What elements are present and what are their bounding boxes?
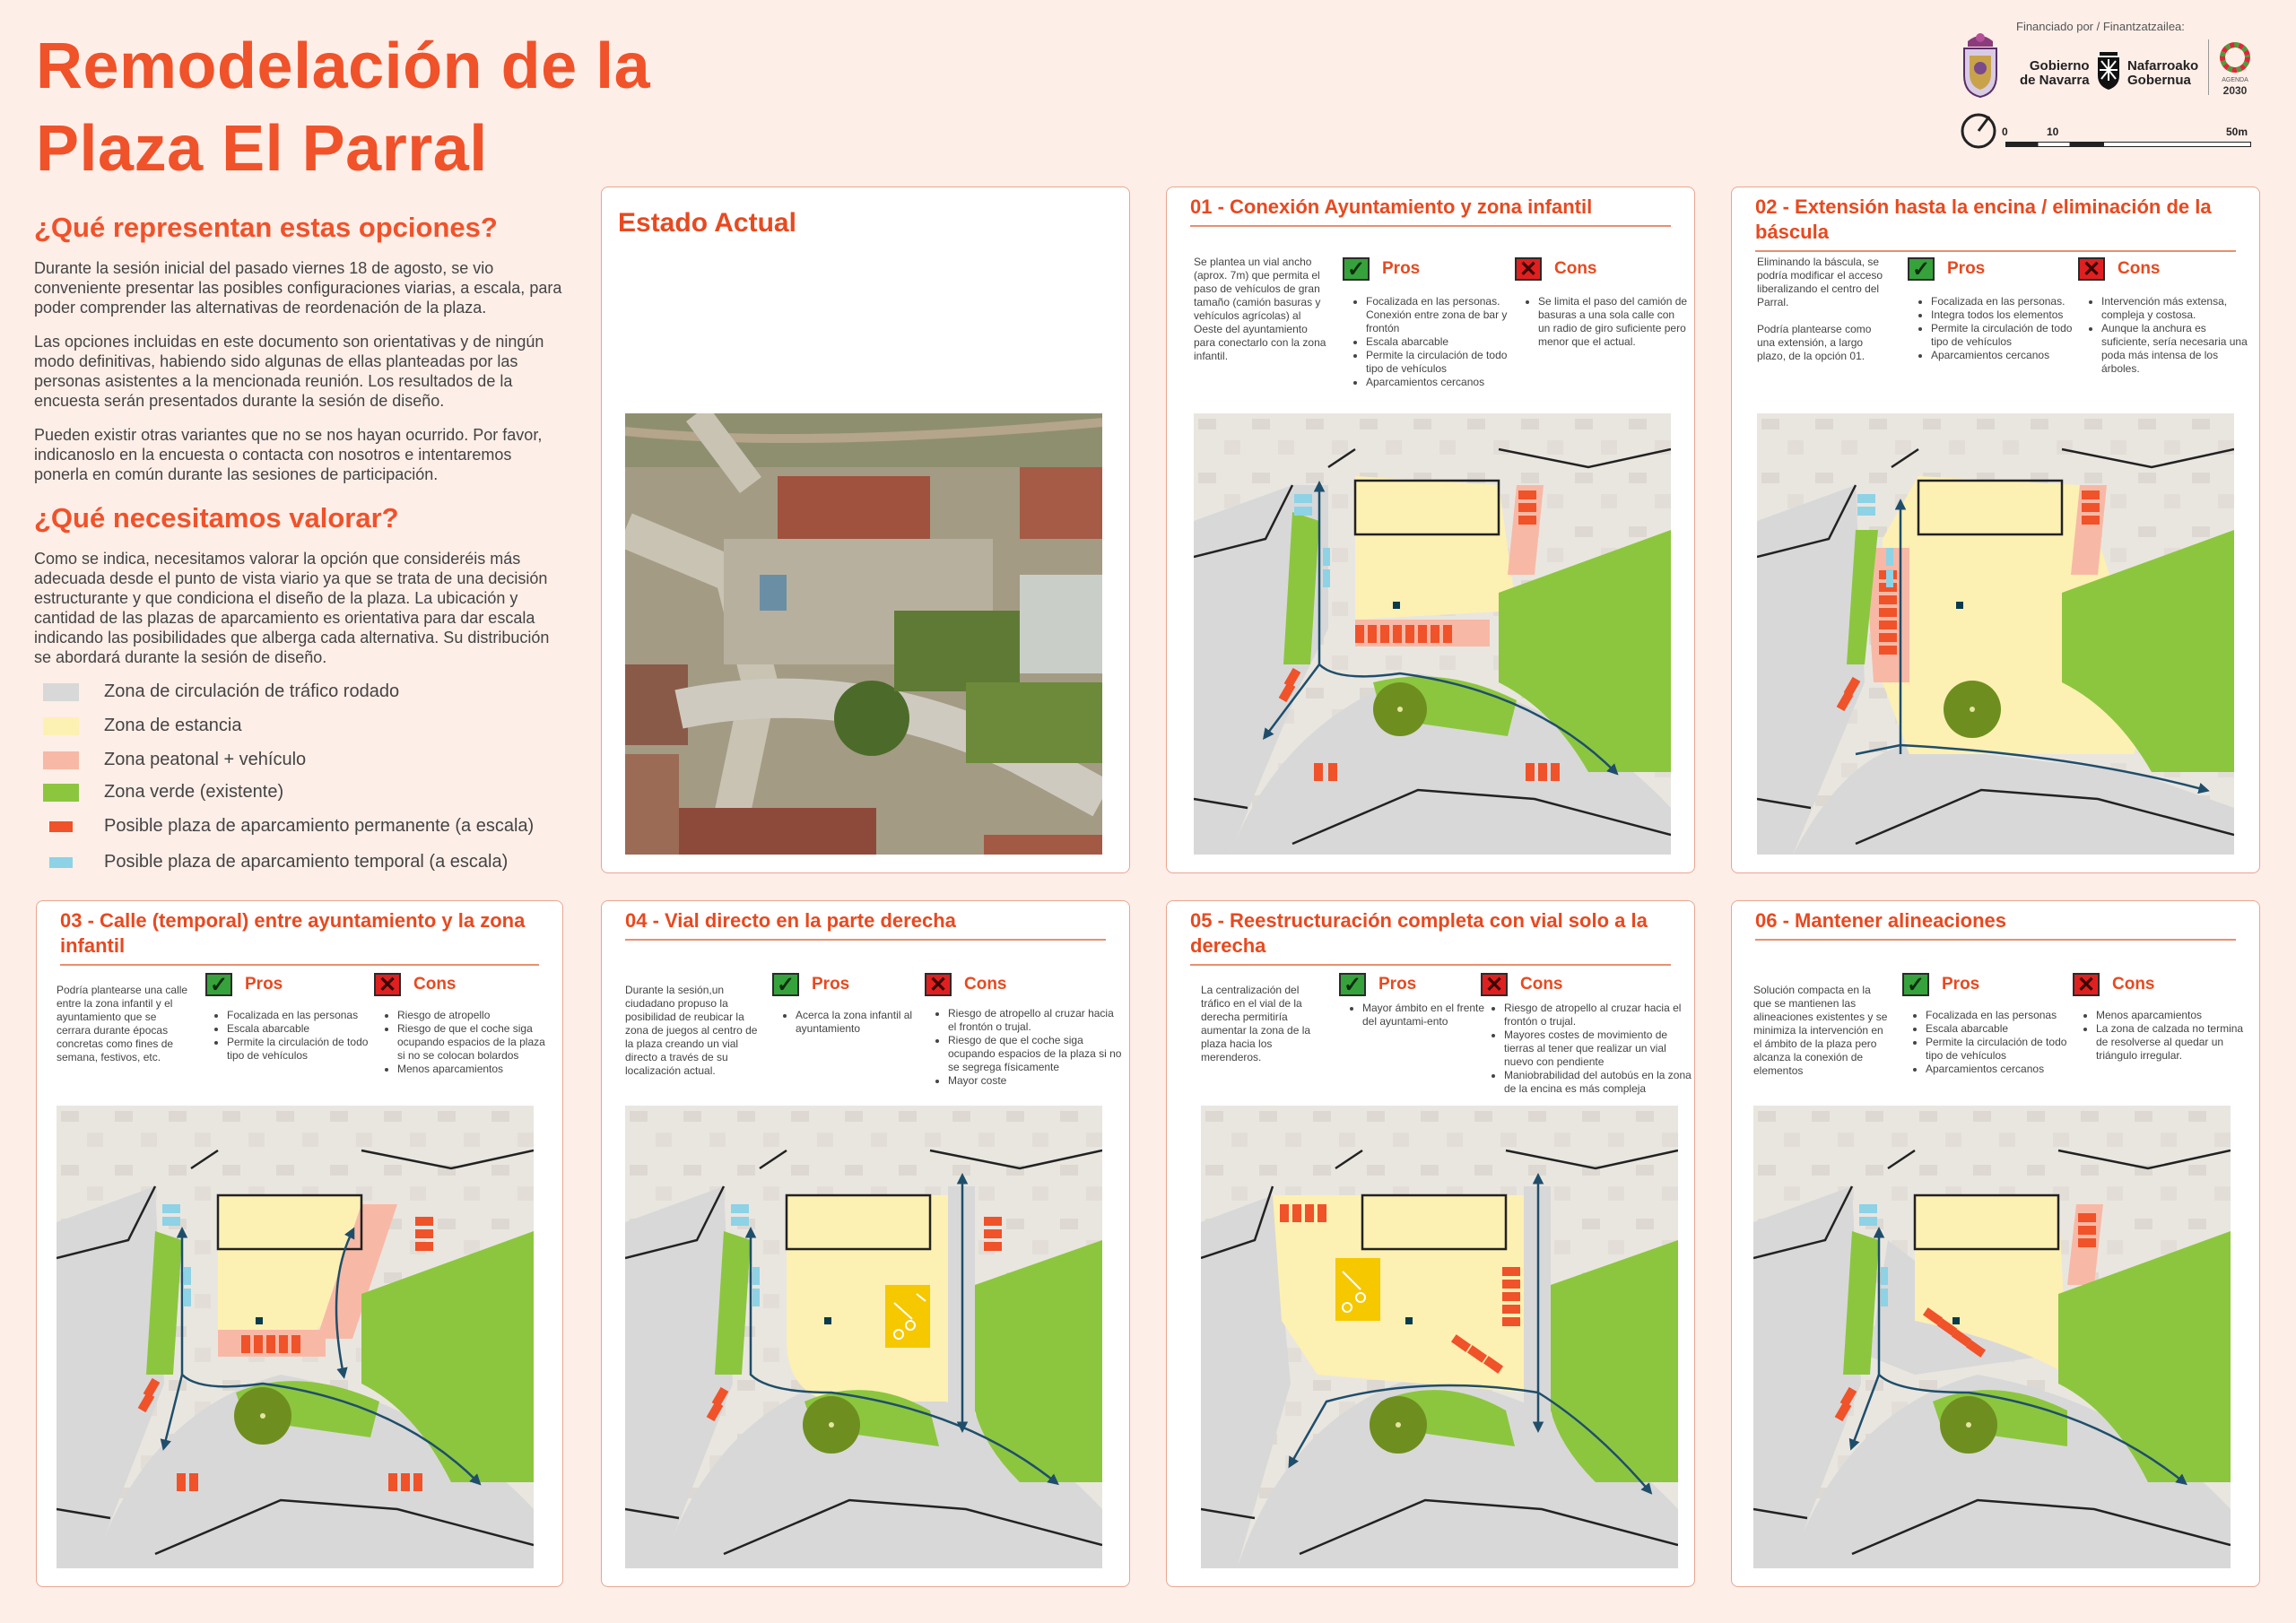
valorar-heading: ¿Qué necesitamos valorar?	[34, 502, 399, 534]
cons-item: • Aunque la anchura es suficiente, sería necesaria una poda más intensa de los árboles.	[2101, 322, 2256, 376]
nafarroa-line2: Gobernua	[2127, 73, 2191, 88]
cons-list	[378, 1009, 548, 1076]
pros-item: • Mayor ámbito en el frente del ayuntami-ento	[1362, 1002, 1488, 1028]
pros-header	[1339, 973, 1416, 996]
north-arrow-icon	[1959, 109, 2002, 152]
title-line-2: Plaza El Parral	[36, 113, 488, 185]
panel-title: 05 - Reestructuración completa con vial solo a la derecha	[1190, 908, 1671, 966]
cons-item: • Intervención más extensa, compleja y costosa.	[2101, 295, 2256, 322]
legend-swatch	[49, 821, 73, 832]
cons-item: • Maniobrabilidad del autobús en la zona de la encina es más compleja	[1504, 1069, 1692, 1096]
legend-item-aparcamiento-permanente	[43, 816, 534, 837]
legend-label: Zona verde (existente)	[104, 782, 284, 802]
cons-list	[2076, 1009, 2248, 1063]
cons-list	[928, 1007, 1124, 1088]
intro-heading: ¿Qué representan estas opciones?	[34, 212, 498, 243]
panel-title: 04 - Vial directo en la parte derecha	[625, 908, 1106, 941]
gobierno-line1: Gobierno	[2029, 58, 2090, 74]
coat-of-arms-icon	[1961, 29, 2000, 100]
check-icon: ✓	[1343, 257, 1370, 281]
cons-list	[2082, 295, 2256, 376]
legend-label: Zona peatonal + vehículo	[104, 750, 307, 769]
cons-item: • Mayores costes de movimiento de tierras al tener que realizar un vial nuevo con pendiente	[1504, 1028, 1692, 1069]
pros-item: • Escala abarcable	[227, 1022, 376, 1036]
scale-0: 0	[2002, 126, 2008, 138]
pros-label: Pros	[1942, 975, 1980, 994]
legend-item-estancia	[43, 716, 241, 736]
legend-swatch	[43, 717, 79, 735]
panel-option-01	[1166, 187, 1695, 873]
cons-header	[1515, 257, 1597, 281]
cons-header	[374, 973, 457, 996]
nafarroako-gobernua-logo	[2127, 59, 2198, 88]
gobierno-line2: de Navarra	[2020, 73, 2090, 88]
panel-estado-actual	[601, 187, 1130, 873]
cons-item: • Riesgo de atropello al cruzar hacia el frontón o trujal.	[948, 1007, 1124, 1034]
panel-title: 02 - Extensión hasta la encina / eliminación de la báscula	[1755, 195, 2236, 252]
cons-item: • La zona de calzada no termina de resolverse al quedar un triángulo irregular.	[2096, 1022, 2248, 1063]
gobierno-navarra-logo	[2020, 59, 2090, 88]
option-description: Durante la sesión,un ciudadano propuso la posibilidad de reubicar la zona de juegos al centro de la plaza creando un vial directo a través de su localización actual.	[625, 984, 758, 1077]
agenda-label: AGENDA	[2222, 77, 2248, 83]
option-description: Eliminando la báscula, se podría modificar el acceso liberalizando el centro del Parral. Podría plantearse como una extensión, a largo plazo, de la opción 01.	[1757, 256, 1883, 362]
panel-title: Estado Actual	[618, 208, 796, 238]
pros-label: Pros	[1382, 259, 1421, 278]
option-map	[1757, 413, 2234, 855]
agenda-year: 2030	[2222, 84, 2248, 97]
panel-option-02	[1731, 187, 2260, 873]
legend-label: Zona de estancia	[104, 716, 242, 735]
option-description: Solución compacta en la que se mantienen las alineaciones existentes y se minimiza la intervención en el ámbito de la plaza pero alcanza la conexión de elementos	[1753, 984, 1888, 1077]
pros-item: • Aparcamientos cercanos	[1926, 1063, 2074, 1076]
pros-header	[1343, 257, 1420, 281]
option-map	[1753, 1106, 2231, 1568]
cons-item: • Riesgo de atropello al cruzar hacia el frontón o trujal.	[1504, 1002, 1692, 1028]
cons-label: Cons	[964, 975, 1007, 994]
pros-item: • Permite la circulación de todo tipo de vehículos	[1366, 349, 1509, 376]
cross-icon: ✕	[374, 973, 401, 996]
pros-header	[772, 973, 849, 996]
pros-item: • Aparcamientos cercanos	[1366, 376, 1509, 389]
page-title	[36, 25, 650, 190]
intro-paragraph-3: Pueden existir otras variantes que no se nos hayan ocurrido. Por favor, indicanoslo en la encuesta o contacta con nosotros e intentaremos ponerla en común durante las sesiones de participación.	[34, 426, 543, 483]
cons-header	[1481, 973, 1563, 996]
option-map	[1201, 1106, 1678, 1568]
pros-item: • Acerca la zona infantil al ayuntamiento	[796, 1009, 930, 1036]
navarra-crest-icon	[2095, 48, 2122, 91]
option-description: Podría plantearse una calle entre la zona infantil y el ayuntamiento que se cerrara durante épocas concretas como fines de semana, festivos, etc.	[57, 984, 188, 1063]
cross-icon: ✕	[2078, 257, 2105, 281]
check-icon: ✓	[1339, 973, 1366, 996]
cross-icon: ✕	[925, 973, 952, 996]
cons-label: Cons	[2112, 975, 2155, 994]
legend-label: Zona de circulación de tráfico rodado	[104, 681, 400, 701]
intro-paragraph-2: Las opciones incluidas en este documento son orientativas y de ningún modo definitivas, habiendo sido algunas de ellas planteadas por las personas asistentes a la mencionada reunión. Los resultados de la encuesta serán presentados durante la sesión de diseño.	[34, 333, 544, 410]
cons-label: Cons	[2118, 259, 2161, 278]
check-icon: ✓	[205, 973, 232, 996]
cons-item: • Riesgo de atropello	[397, 1009, 548, 1022]
check-icon: ✓	[1908, 257, 1935, 281]
cross-icon: ✕	[1515, 257, 1542, 281]
pros-header	[1902, 973, 1979, 996]
cons-item: • Menos aparcamientos	[2096, 1009, 2248, 1022]
check-icon: ✓	[772, 973, 799, 996]
cons-item: • Se limita el paso del camión de basuras a una sola calle con un radio de giro suficiente pero menor que el actual.	[1538, 295, 1689, 349]
option-description: Se plantea un vial ancho (aprox. 7m) que permita el paso de vehículos de gran tamaño (camión basuras y vehículos agrícolas) al Oeste del ayuntamiento para conectarlo con la zona infantil.	[1194, 256, 1326, 362]
pros-item: • Focalizada en las personas. Conexión entre zona de bar y frontón	[1366, 295, 1509, 335]
intro-paragraph-1: Durante la sesión inicial del pasado viernes 18 de agosto, se vio conveniente presentar las posibles configuraciones viarias, a escala, para poder comprender las alternativas de reordenación de la plaza.	[34, 259, 562, 317]
legend-label: Posible plaza de aparcamiento permanente (a escala)	[104, 816, 535, 836]
pros-item: • Escala abarcable	[1366, 335, 1509, 349]
legend-label: Posible plaza de aparcamiento temporal (a escala)	[104, 852, 509, 872]
option-description: La centralización del tráfico en el vial de la derecha permitiría aumentar la zona de la plaza hacia los merenderos.	[1201, 984, 1311, 1063]
agenda2030-icon	[2217, 39, 2253, 75]
panel-title: 03 - Calle (temporal) entre ayuntamiento y la zona infantil	[60, 908, 539, 966]
option-map	[1194, 413, 1671, 855]
option-map	[625, 1106, 1102, 1568]
cross-icon: ✕	[1481, 973, 1508, 996]
nafarroa-line1: Nafarroako	[2127, 58, 2199, 74]
cons-label: Cons	[1554, 259, 1597, 278]
cons-item: • Riesgo de que el coche siga ocupando espacios de la plaza si no se segrega físicamente	[948, 1034, 1124, 1074]
pros-label: Pros	[245, 975, 283, 994]
title-line-1: Remodelación de la	[36, 30, 651, 102]
pros-list	[1346, 295, 1509, 389]
pros-item: • Permite la circulación de todo tipo de vehículos	[227, 1036, 376, 1063]
cross-icon: ✕	[2073, 973, 2100, 996]
panel-option-03	[36, 900, 563, 1587]
pros-label: Pros	[812, 975, 850, 994]
pros-label: Pros	[1378, 975, 1417, 994]
scale-10: 10	[2047, 126, 2059, 138]
legend-swatch	[43, 784, 79, 802]
pros-label: Pros	[1947, 259, 1986, 278]
legend-swatch	[43, 683, 79, 701]
check-icon: ✓	[1902, 973, 1929, 996]
cons-list	[1518, 295, 1689, 349]
scale-50: 50m	[2226, 126, 2248, 138]
cons-item: • Mayor coste	[948, 1074, 1124, 1088]
cons-item: • Menos aparcamientos	[397, 1063, 548, 1076]
pros-list	[1906, 1009, 2074, 1076]
panel-option-04	[601, 900, 1130, 1587]
scale-bar	[2005, 142, 2251, 147]
pros-item: • Permite la circulación de todo tipo de vehículos	[1926, 1036, 2074, 1063]
legend-item-peatonal	[43, 750, 306, 770]
panel-title: 01 - Conexión Ayuntamiento y zona infantil	[1190, 195, 1671, 227]
aerial-photo	[625, 413, 1102, 855]
legend-item-aparcamiento-temporal	[43, 852, 508, 872]
pros-item: • Escala abarcable	[1926, 1022, 2074, 1036]
legend-item-traffic	[43, 681, 399, 702]
pros-list	[776, 1009, 930, 1036]
cons-header	[2073, 973, 2155, 996]
legend-swatch	[49, 857, 73, 868]
pros-header	[1908, 257, 1985, 281]
legend-swatch	[43, 751, 79, 769]
pros-list	[1911, 295, 2074, 362]
legend-item-verde	[43, 782, 283, 803]
pros-list	[207, 1009, 376, 1063]
funded-label: Financiado por / Finantzatzailea:	[2016, 20, 2185, 33]
cons-label: Cons	[413, 975, 457, 994]
cons-list	[1484, 1002, 1692, 1096]
pros-item: • Focalizada en las personas	[227, 1009, 376, 1022]
cons-header	[2078, 257, 2161, 281]
pros-list	[1343, 1002, 1488, 1028]
pros-item: • Aparcamientos cercanos	[1931, 349, 2074, 362]
pros-item: • Focalizada en las personas.	[1931, 295, 2074, 308]
cons-label: Cons	[1520, 975, 1563, 994]
panel-option-06	[1731, 900, 2260, 1587]
cons-item: • Riesgo de que el coche siga ocupando espacios de la plaza si no se colocan bolardos	[397, 1022, 548, 1063]
pros-header	[205, 973, 283, 996]
panel-title: 06 - Mantener alineaciones	[1755, 908, 2236, 941]
cons-header	[925, 973, 1007, 996]
pros-item: • Permite la circulación de todo tipo de vehículos	[1931, 322, 2074, 349]
pros-item: • Integra todos los elementos	[1931, 308, 2074, 322]
panel-option-05	[1166, 900, 1695, 1587]
pros-item: • Focalizada en las personas	[1926, 1009, 2074, 1022]
valorar-paragraph: Como se indica, necesitamos valorar la opción que consideréis más adecuada desde el punto de vista viario ya que se trata de una decisión estructurante y que condiciona el diseño de la plaza. La ubicación y cantidad de las plazas de aparcamiento es orientativa para dar escala indicando las posibilidades que alberga cada alternativa. Su distribución se abordará durante la sesión de diseño.	[34, 550, 550, 666]
option-map	[57, 1106, 534, 1568]
